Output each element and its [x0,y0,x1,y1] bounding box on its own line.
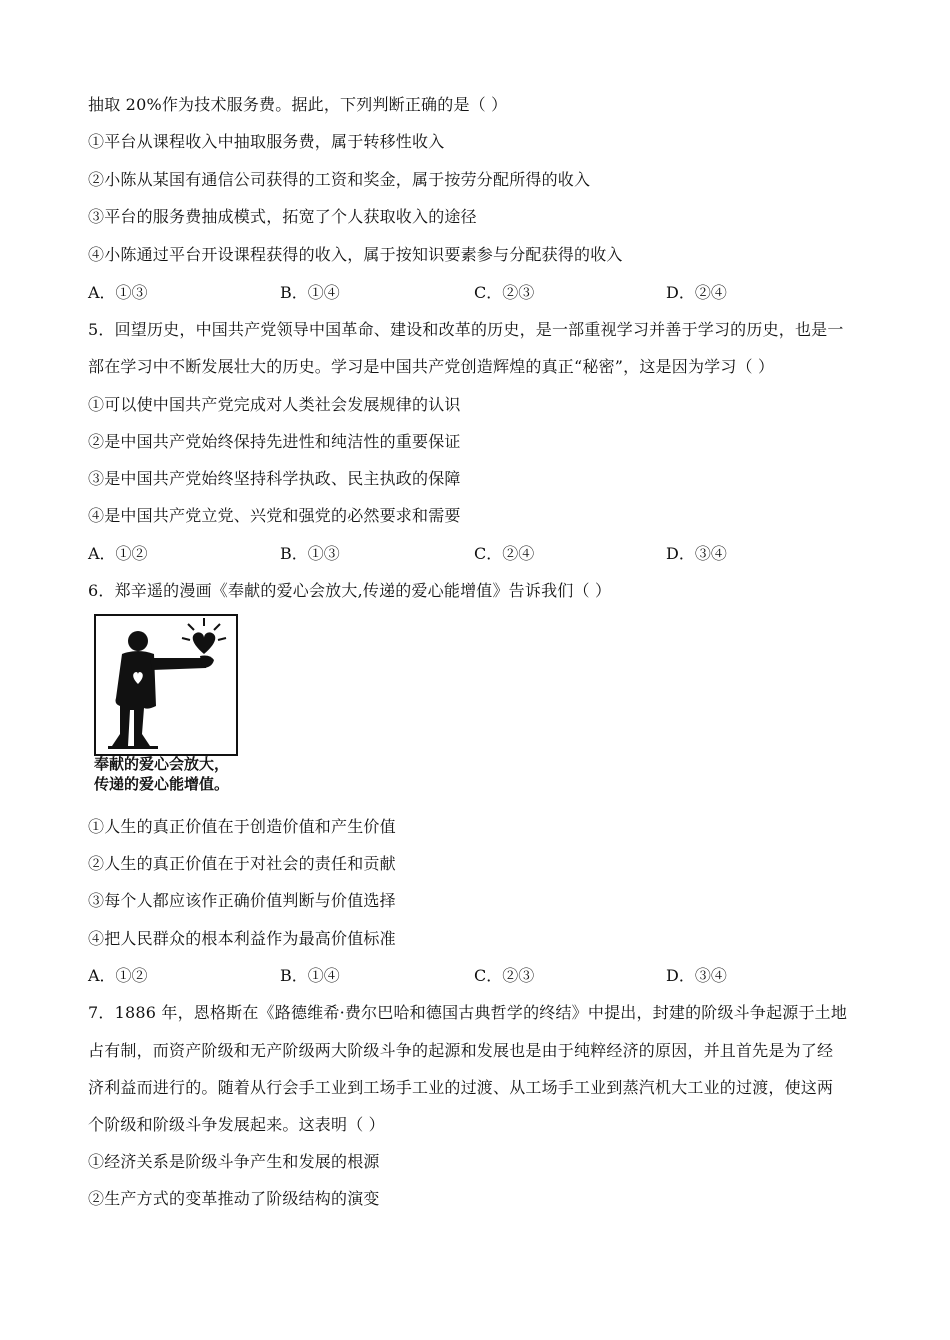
q5-option-d[interactable]: D．③④ [666,544,727,563]
q7-stem-line-4: 个阶级和阶级斗争发展起来。这表明（ ） [88,1115,385,1134]
q7-item-2: ②生产方式的变革推动了阶级结构的演变 [88,1189,380,1208]
q4-item-1: ①平台从课程收入中抽取服务费，属于转移性收入 [88,132,445,151]
heart-icon [193,632,216,654]
q4-item-2: ②小陈从某国有通信公司获得的工资和奖金，属于按劳分配所得的收入 [88,170,591,189]
q5-stem-line-2: 部在学习中不断发展壮大的历史。学习是中国共产党创造辉煌的真正“秘密”，这是因为学习（ ） [88,357,775,376]
figure-head [128,631,148,651]
q5-option-c[interactable]: C．②④ [474,544,535,563]
q5-options [88,543,868,565]
q5-stem-line-1: 5．回望历史，中国共产党领导中国革命、建设和改革的历史，是一部重视学习并善于学习的历史，也是一 [88,320,844,339]
q6-option-d[interactable]: D．③④ [666,966,727,985]
q4-item-3: ③平台的服务费抽成模式，拓宽了个人获取收入的途径 [88,207,477,226]
figure-arm [150,658,208,670]
q6-option-b[interactable]: B．①④ [280,966,340,985]
q4-option-a[interactable]: A．①③ [88,283,148,302]
cartoon-caption [94,754,254,794]
q6-option-a[interactable]: A．①② [88,966,148,985]
q5-item-3: ③是中国共产党始终坚持科学执政、民主执政的保障 [88,469,461,488]
q6-item-4: ④把人民群众的根本利益作为最高价值标准 [88,929,396,948]
q4-options [88,282,868,304]
q5-item-1: ①可以使中国共产党完成对人类社会发展规律的认识 [88,395,461,414]
figure-body [112,651,156,746]
q5-item-4: ④是中国共产党立党、兴党和强党的必然要求和需要 [88,506,461,525]
q7-stem-line-2: 占有制，而资产阶级和无产阶级两大阶级斗争的起源和发展也是由于纯粹经济的原因，并且首先是为了经 [88,1041,834,1060]
q5-option-b[interactable]: B．①③ [280,544,340,563]
q5-option-a[interactable]: A．①② [88,544,148,563]
q6-item-1: ①人生的真正价值在于创造价值和产生价值 [88,817,396,836]
ground-mark [108,746,158,749]
cartoon-caption-line-1: 奉献的爱心会放大， [94,755,230,773]
q7-item-1: ①经济关系是阶级斗争产生和发展的根源 [88,1152,380,1171]
q4-item-4: ④小陈通过平台开设课程获得的收入，属于按知识要素参与分配获得的收入 [88,245,623,264]
ray-mark [214,624,220,630]
q6-item-2: ②人生的真正价值在于对社会的责任和贡献 [88,854,396,873]
cartoon-illustration [94,614,236,754]
ray-mark [182,638,190,640]
q6-item-3: ③每个人都应该作正确价值判断与价值选择 [88,891,396,910]
q4-stem: 抽取 20%作为技术服务费。据此，下列判断正确的是（ ） [88,95,508,114]
q4-option-c[interactable]: C．②③ [474,283,535,302]
figure-hand [200,656,214,669]
q7-stem-line-1: 7．1886 年，恩格斯在《路德维希·费尔巴哈和德国古典哲学的终结》中提出，封建的阶级斗争起源于土地 [88,1003,848,1022]
q6-stem: 6．郑辛遥的漫画《奉献的爱心会放大,传递的爱心能增值》告诉我们（ ） [88,581,612,600]
cartoon-caption-line-2: 传递的爱心能增值。 [94,775,230,793]
q7-stem-line-3: 济利益而进行的。随着从行会手工业到工场手工业的过渡、从工场手工业到蒸汽机大工业的过渡，使这两 [88,1078,834,1097]
ray-mark [188,624,194,630]
q6-options [88,965,868,987]
ray-mark [218,638,226,640]
q4-option-d[interactable]: D．②④ [666,283,727,302]
q6-cartoon [92,612,238,800]
q6-option-c[interactable]: C．②③ [474,966,535,985]
q5-item-2: ②是中国共产党始终保持先进性和纯洁性的重要保证 [88,432,461,451]
q4-option-b[interactable]: B．①④ [280,283,340,302]
